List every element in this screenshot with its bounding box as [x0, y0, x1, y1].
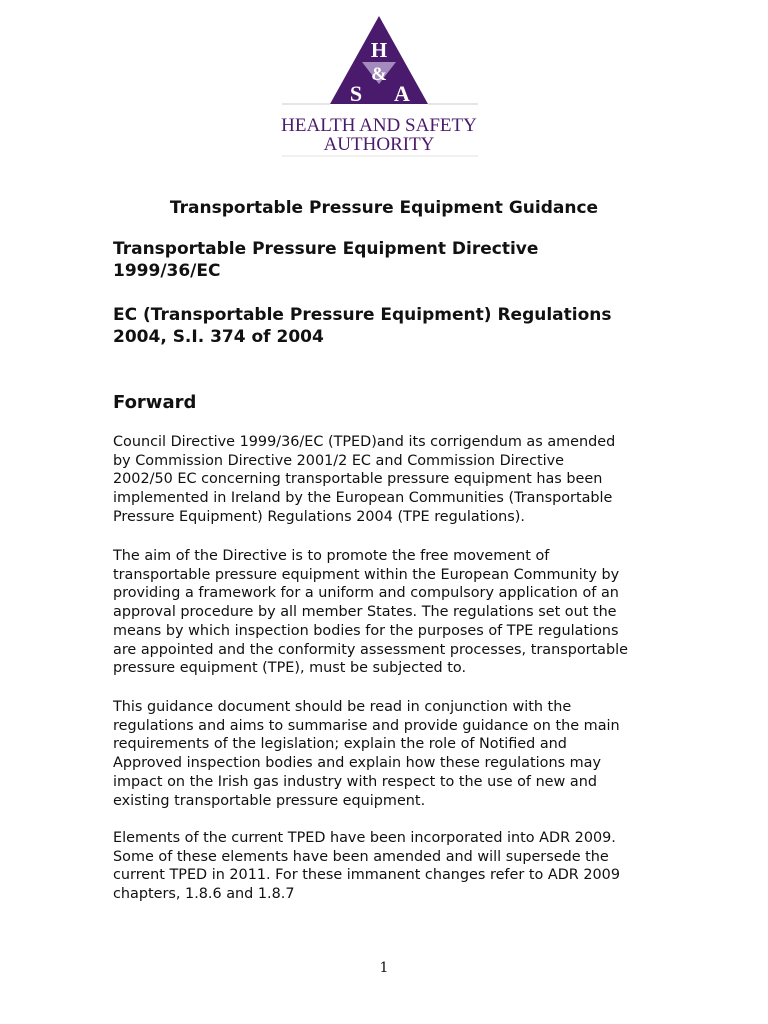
forward-heading: Forward — [113, 392, 197, 413]
paragraph-intro — [113, 433, 673, 527]
document-title: Transportable Pressure Equipment Guidance — [169, 198, 599, 218]
text-line: transportable pressure equipment within the European Community by — [113, 566, 620, 583]
text-line: pressure equipment (TPE), must be subjected to. — [113, 660, 467, 677]
heading-line: 1999/36/EC — [113, 261, 221, 281]
text-line: requirements of the legislation; explain the role of Notified and — [113, 736, 567, 753]
text-line: Council Directive 1999/36/EC (TPED)and its corrigendum as amended — [113, 434, 616, 450]
logo-letter-ampersand: & — [371, 64, 387, 85]
heading-line: EC (Transportable Pressure Equipment) Regulations — [113, 305, 612, 325]
text-line: impact on the Irish gas industry with respect to the use of new and — [113, 773, 597, 790]
directive-heading — [113, 238, 673, 282]
logo-text-line2: AUTHORITY — [323, 134, 435, 155]
text-line: Elements of the current TPED have been incorporated into ADR 2009. — [113, 830, 616, 846]
text-line: chapters, 1.8.6 and 1.8.7 — [113, 886, 295, 903]
hsa-logo-graphic — [280, 14, 480, 160]
text-line: means by which inspection bodies for the purposes of TPE regulations — [113, 622, 619, 639]
regulations-heading — [113, 304, 673, 348]
text-line: Approved inspection bodies and explain how these regulations may — [113, 755, 601, 772]
logo-letter-h: H — [370, 38, 388, 62]
hsa-logo — [280, 14, 480, 160]
paragraph-adr — [113, 829, 673, 904]
text-line: Pressure Equipment) Regulations 2004 (TPE regulations). — [113, 508, 525, 525]
logo-letter-s: S — [349, 81, 363, 106]
text-line: 2002/50 EC concerning transportable pressure equipment has been — [113, 471, 603, 488]
text-line: regulations and aims to summarise and provide guidance on the main — [113, 717, 620, 734]
heading-line: Transportable Pressure Equipment Directive — [113, 239, 539, 259]
text-line: current TPED in 2011. For these immanent changes refer to ADR 2009 — [113, 867, 620, 884]
text-line: This guidance document should be read in conjunction with the — [113, 699, 572, 715]
text-line: The aim of the Directive is to promote the free movement of — [113, 548, 550, 564]
heading-line: 2004, S.I. 374 of 2004 — [113, 327, 324, 347]
paragraph-guidance — [113, 698, 673, 810]
text-line: existing transportable pressure equipment. — [113, 792, 426, 809]
paragraph-aim — [113, 547, 673, 678]
text-line: are appointed and the conformity assessment processes, transportable — [113, 641, 628, 658]
logo-letter-a: A — [394, 81, 410, 106]
text-line: by Commission Directive 2001/2 EC and Commission Directive — [113, 452, 565, 469]
text-line: implemented in Ireland by the European Communities (Transportable — [113, 490, 613, 507]
page-number: 1 — [379, 960, 389, 976]
logo-text-line1: HEALTH AND SAFETY — [281, 115, 477, 136]
text-line: providing a framework for a uniform and compulsory application of an — [113, 585, 619, 602]
text-line: approval procedure by all member States. The regulations set out the — [113, 604, 617, 621]
text-line: Some of these elements have been amended and will supersede the — [113, 848, 609, 865]
